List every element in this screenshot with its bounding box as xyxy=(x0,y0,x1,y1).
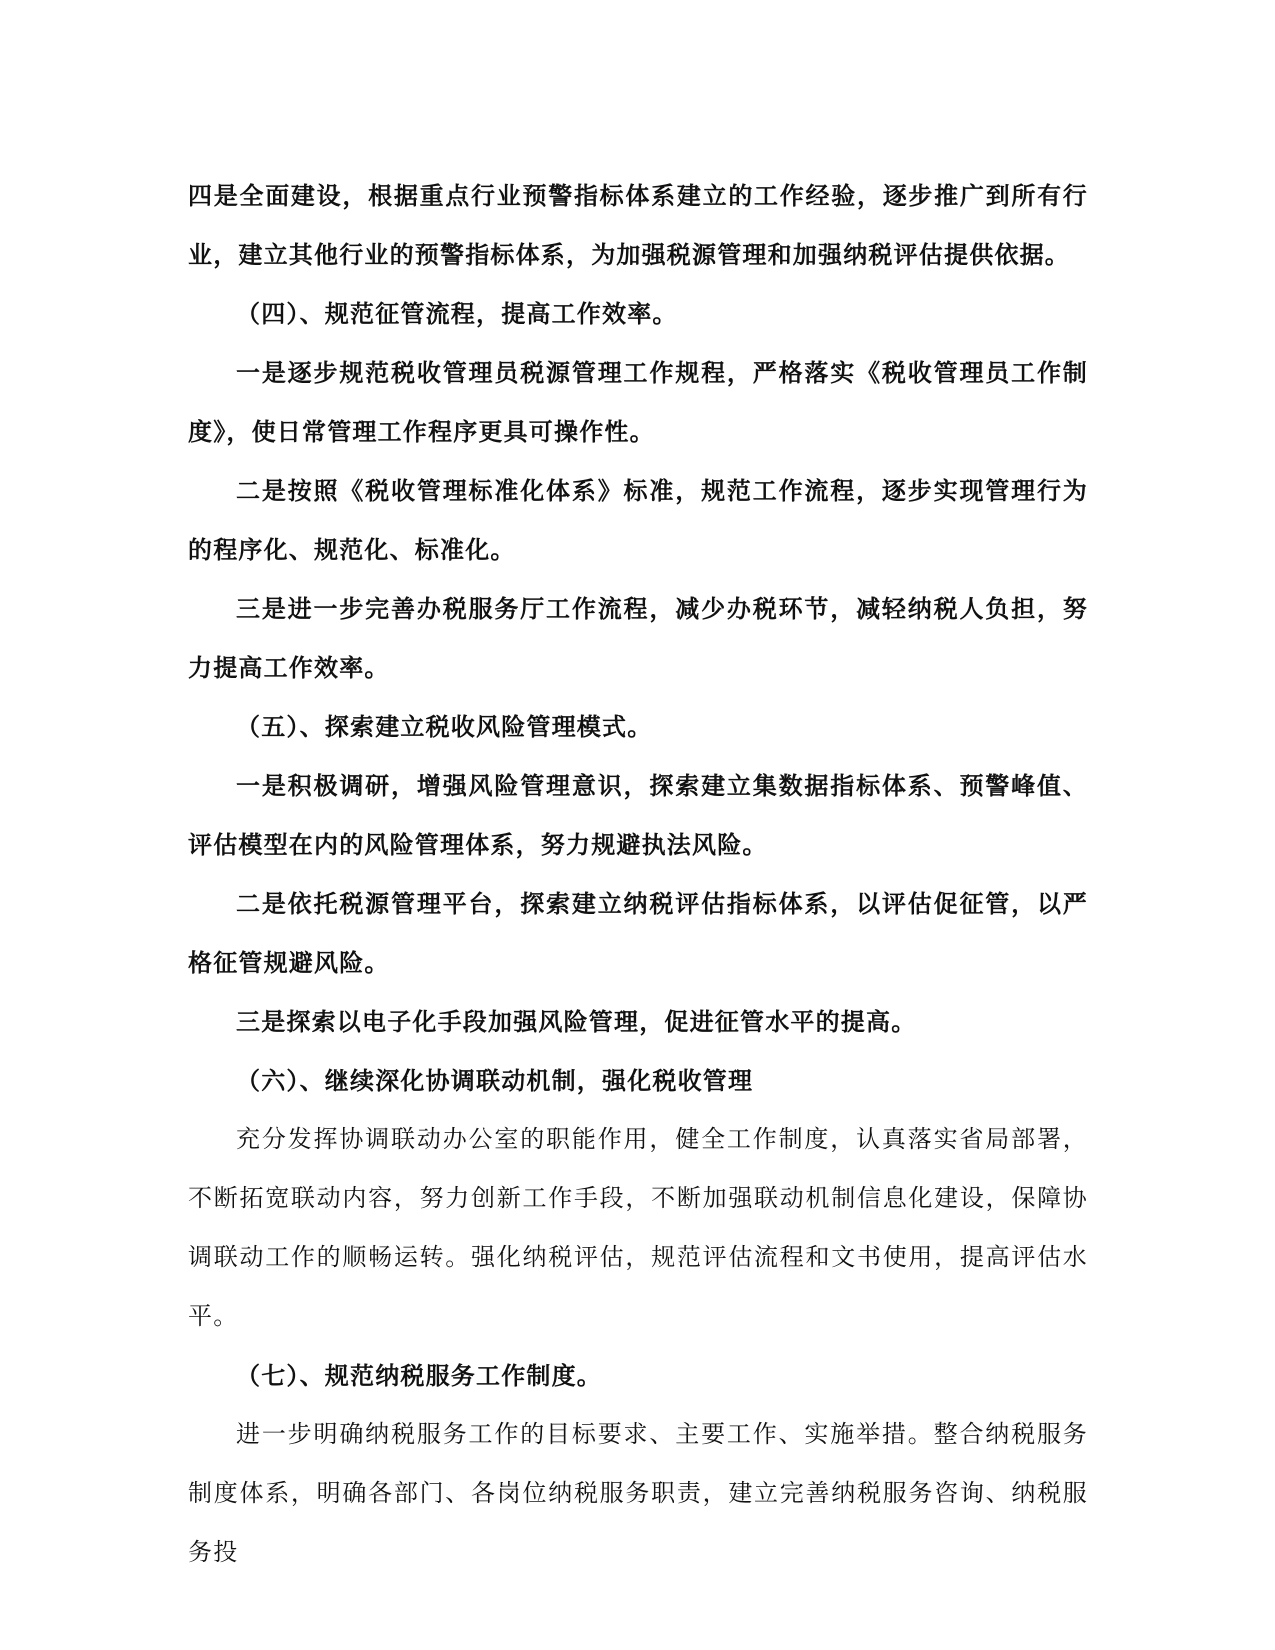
paragraph: 一是积极调研，增强风险管理意识，探索建立集数据指标体系、预警峰值、评估模型在内的风险管理体系，努力规避执法风险。 xyxy=(188,771,1088,859)
paragraph: 进一步明确纳税服务工作的目标要求、主要工作、实施举措。整合纳税服务制度体系，明确各部门、各岗位纳税服务职责，建立完善纳税服务咨询、纳税服务投 xyxy=(188,1420,1088,1566)
paragraph: 一是逐步规范税收管理员税源管理工作规程，严格落实《税收管理员工作制度》，使日常管理工作程序更具可操作性。 xyxy=(188,358,1088,446)
section-heading: （六）、继续深化协调联动机制，强化税收管理 xyxy=(236,1066,754,1095)
paragraph: 二是按照《税收管理标准化体系》标准，规范工作流程，逐步实现管理行为的程序化、规范化、标准化。 xyxy=(188,476,1088,564)
paragraph: 四是全面建设，根据重点行业预警指标体系建立的工作经验，逐步推广到所有行业，建立其他行业的预警指标体系，为加强税源管理和加强纳税评估提供依据。 xyxy=(188,181,1088,269)
paragraph: 充分发挥协调联动办公室的职能作用，健全工作制度，认真落实省局部署，不断拓宽联动内容，努力创新工作手段，不断加强联动机制信息化建设，保障协调联动工作的顺畅运转。强化纳税评估，规范评估流程和文书使用，提高评估水平。 xyxy=(188,1125,1088,1330)
paragraph: 三是进一步完善办税服务厅工作流程，减少办税环节，减轻纳税人负担，努力提高工作效率。 xyxy=(188,594,1088,682)
section-heading: （七）、规范纳税服务工作制度。 xyxy=(236,1361,602,1390)
section-heading: （四）、规范征管流程，提高工作效率。 xyxy=(236,299,678,328)
paragraph: 二是依托税源管理平台，探索建立纳税评估指标体系，以评估促征管，以严格征管规避风险。 xyxy=(188,889,1088,977)
paragraph: 三是探索以电子化手段加强风险管理，促进征管水平的提高。 xyxy=(236,1007,917,1036)
document-body xyxy=(188,166,1088,1582)
section-heading: （五）、探索建立税收风险管理模式。 xyxy=(236,712,653,741)
